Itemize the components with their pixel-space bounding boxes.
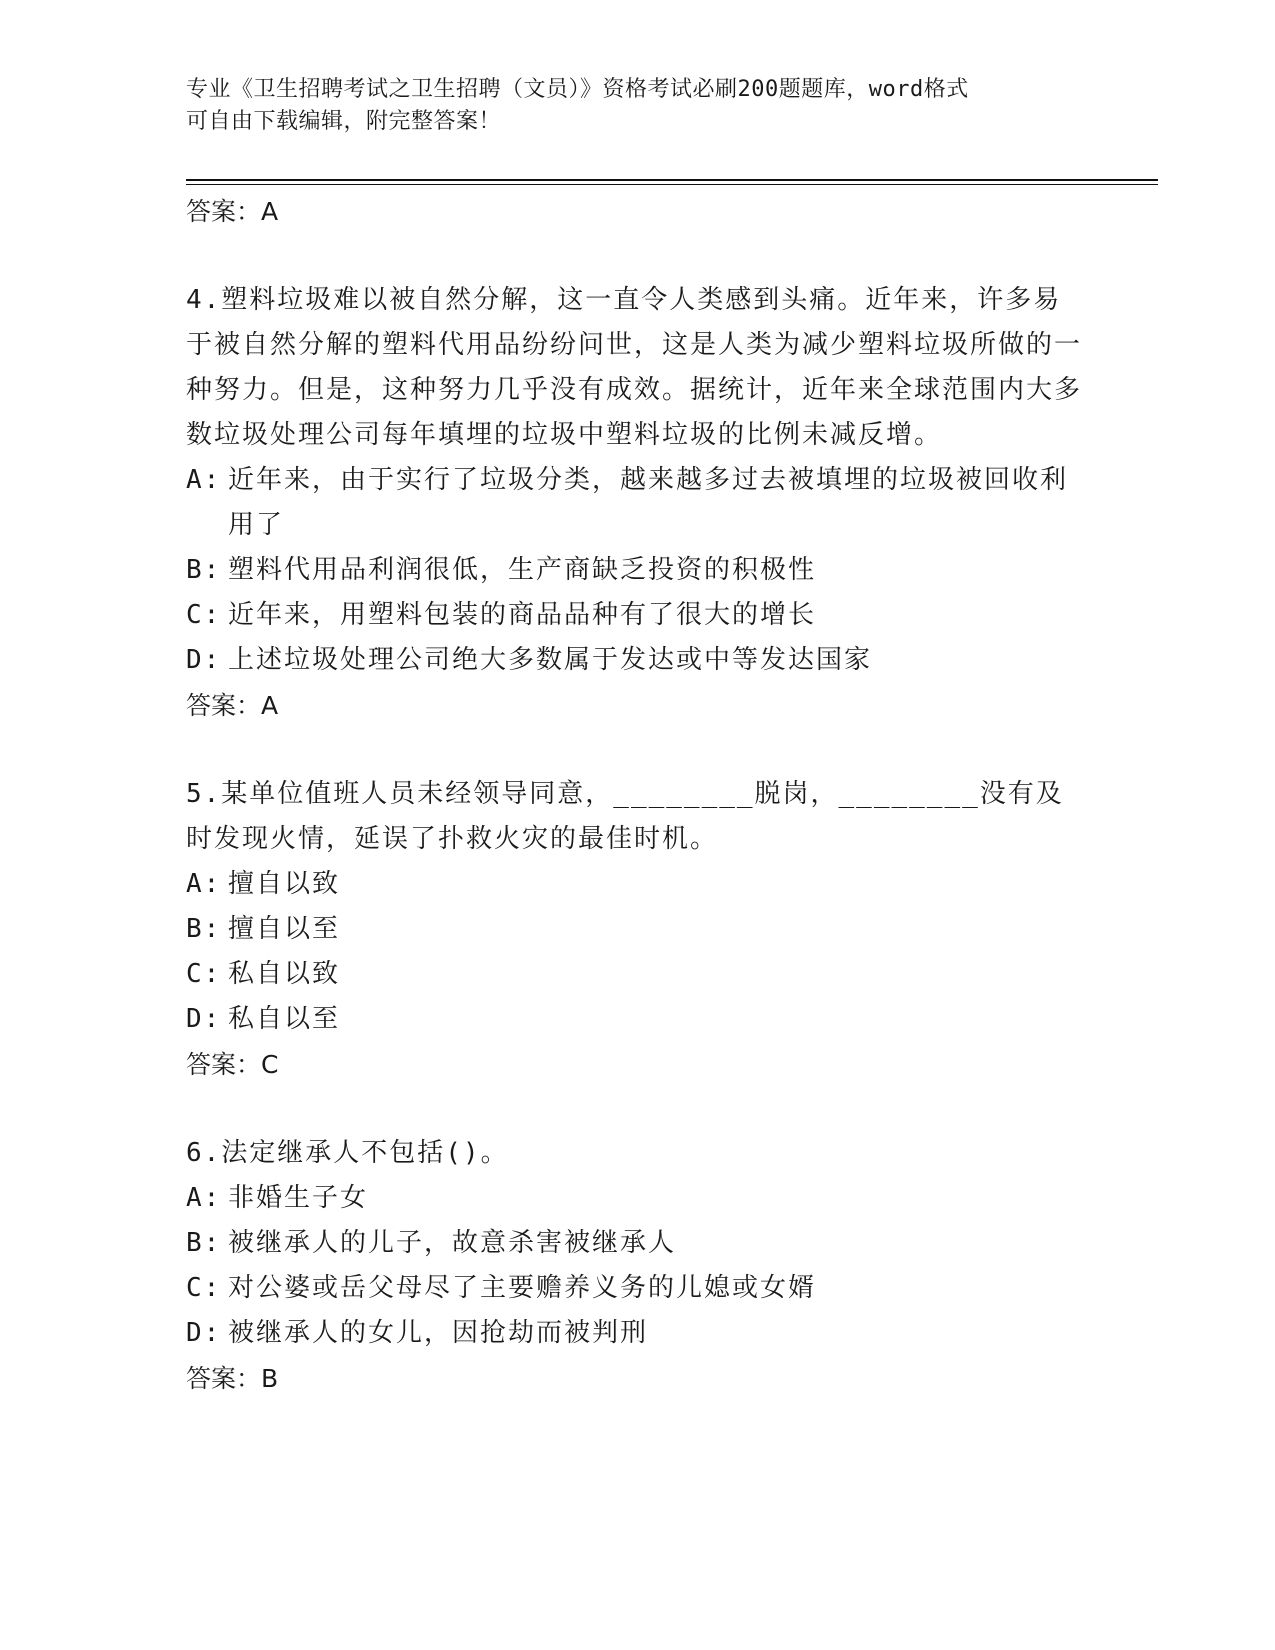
header-line-2: 可自由下载编辑，附完整答案！ [186,109,502,134]
option-letter: D: [186,1318,222,1348]
answer-line: 答案：A [186,691,279,720]
option-text: 塑料代用品利润很低，生产商缺乏投资的积极性 [228,555,817,585]
question-stem: 5.某单位值班人员未经领导同意，________脱岗，________没有及时发现火情，延误了扑救火灾的最佳时机。 [186,779,1064,854]
question-stem: 6.法定继承人不包括()。 [186,1138,509,1168]
option-text: 对公婆或岳父母尽了主要赡养义务的儿媳或女婿 [228,1273,817,1303]
header-rule-thick [186,179,1158,181]
option-b [186,548,1086,593]
option-text: 被继承人的儿子，故意杀害被继承人 [228,1228,677,1258]
option-a [186,1176,1086,1221]
option-d [186,997,1086,1042]
option-letter: C: [186,600,222,630]
question-6 [186,1131,1086,1401]
option-letter: A: [186,1183,222,1213]
option-text: 擅自以至 [228,914,341,944]
option-d [186,1311,1086,1356]
option-c [186,952,1086,997]
answer-line: 答案：A [186,197,279,226]
option-text: 非婚生子女 [228,1183,369,1213]
document-header [186,74,1076,138]
option-letter: C: [186,959,222,989]
option-b [186,1221,1086,1266]
option-d [186,638,1086,683]
option-text: 近年来，由于实行了垃圾分类，越来越多过去被填埋的垃圾被回收利用了 [228,465,1069,540]
option-c [186,593,1086,638]
option-text: 私自以至 [228,1004,341,1034]
question-4 [186,278,1086,728]
option-text: 上述垃圾处理公司绝大多数属于发达或中等发达国家 [228,645,873,675]
option-b [186,907,1086,952]
answer-line: 答案：B [186,1364,279,1393]
option-text: 私自以致 [228,959,341,989]
document-body [186,185,1086,1401]
option-letter: A: [186,465,222,495]
option-letter: A: [186,869,222,899]
answer-line: 答案：C [186,1050,279,1079]
option-text: 擅自以致 [228,869,341,899]
option-letter: B: [186,1228,222,1258]
header-line-1: 专业《卫生招聘考试之卫生招聘（文员）》资格考试必刷200题题库，word格式 [186,77,969,102]
option-c [186,1266,1086,1311]
option-letter: C: [186,1273,222,1303]
question-stem: 4.塑料垃圾难以被自然分解，这一直令人类感到头痛。近年来，许多易于被自然分解的塑料代用品纷纷问世，这是人类为减少塑料垃圾所做的一种努力。但是，这种努力几乎没有成效。据统计，近年来全球范围内大多数垃圾处理公司每年填埋的垃圾中塑料垃圾的比例未减反增。 [186,285,1083,450]
question-5 [186,772,1086,1087]
option-letter: D: [186,1004,222,1034]
option-a [186,458,1086,548]
option-text: 近年来，用塑料包装的商品品种有了很大的增长 [228,600,817,630]
option-letter: B: [186,914,222,944]
option-letter: B: [186,555,222,585]
option-text: 被继承人的女儿，因抢劫而被判刑 [228,1318,649,1348]
option-letter: D: [186,645,222,675]
option-a [186,862,1086,907]
